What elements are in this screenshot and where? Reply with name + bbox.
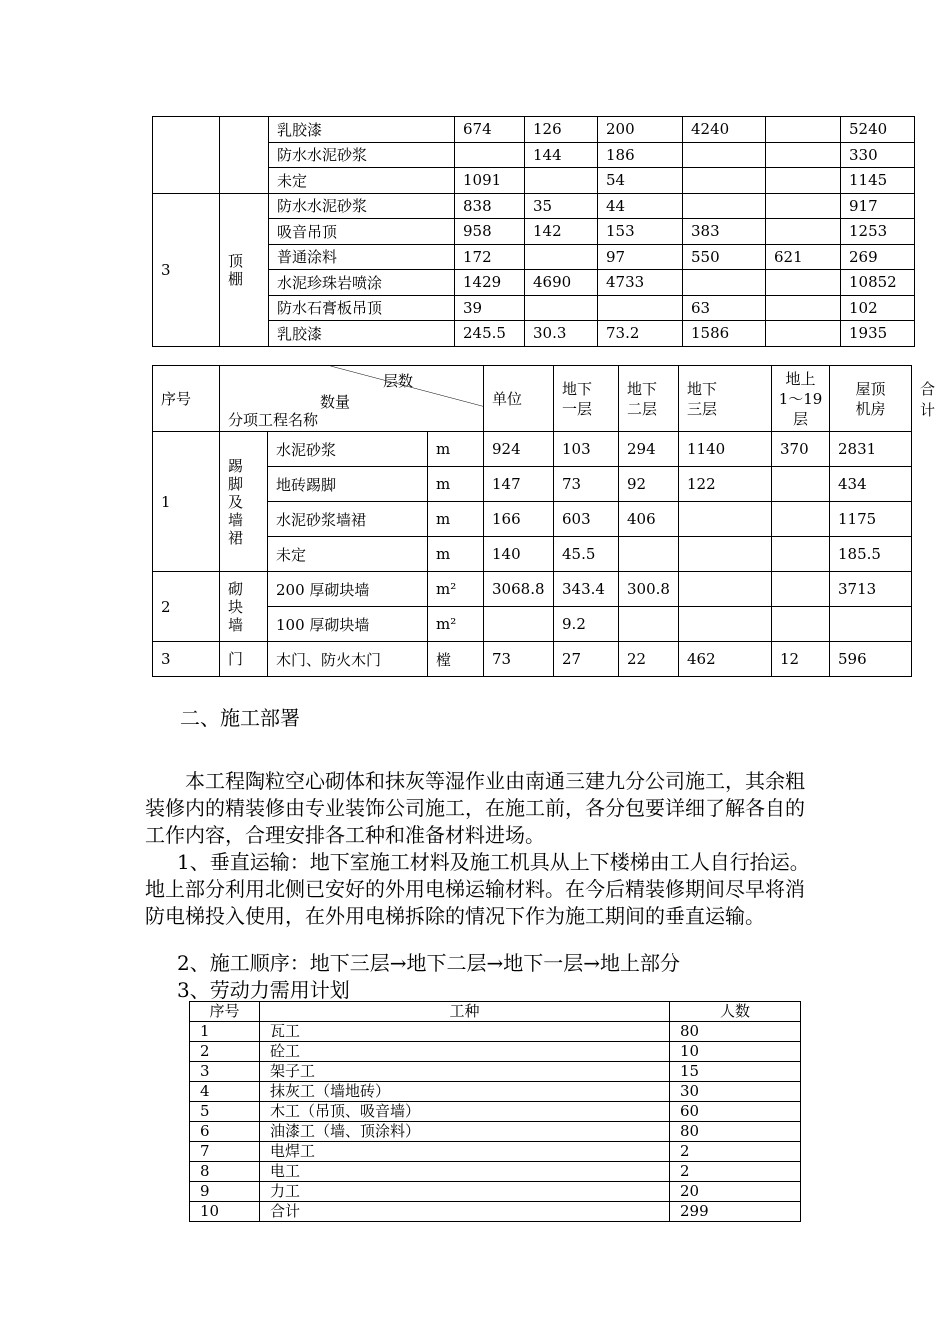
cell-v3: 4733	[598, 270, 683, 296]
cell-v1: 39	[455, 295, 525, 321]
cell-v1: 172	[455, 244, 525, 270]
labor-trade: 瓦工	[260, 1022, 670, 1042]
cell-total: 102	[841, 295, 915, 321]
cell-v3: 73.2	[598, 321, 683, 347]
cell-v4: 550	[683, 244, 766, 270]
cell-v1: 674	[455, 117, 525, 143]
cell-total: 434	[830, 467, 912, 502]
cell-v4: 4240	[683, 117, 766, 143]
cell-b2: 103	[554, 432, 619, 467]
cell-unit: m	[428, 467, 484, 502]
cell-v2	[525, 244, 598, 270]
cell-total: 3713	[830, 572, 912, 607]
labor-trade: 砼工	[260, 1042, 670, 1062]
cell-unit: m	[428, 537, 484, 572]
cell-b3: 294	[619, 432, 679, 467]
cell-name: 地砖踢脚	[268, 467, 428, 502]
cell-v5	[766, 270, 841, 296]
labor-plan-table	[189, 1001, 801, 1222]
cell-unit: m	[428, 502, 484, 537]
cell-v3: 186	[598, 142, 683, 168]
labor-count: 80	[670, 1122, 801, 1142]
labor-row	[190, 1202, 801, 1222]
labor-row	[190, 1062, 801, 1082]
cell-above: 122	[679, 467, 772, 502]
paragraph-vertical-transport: 1、垂直运输：地下室施工材料及施工机具从上下楼梯由工人自行抬运。地上部分利用北侧已安好的外用电梯运输材料。在今后精装修期间尽早将消防电梯投入使用，在外用电梯拆除的情况下作为施工期间的垂直运输。	[145, 850, 810, 928]
cell-v3: 54	[598, 168, 683, 194]
cell-roof	[772, 467, 830, 502]
cell-name: 木门、防火木门	[268, 642, 428, 677]
cell-v3	[598, 295, 683, 321]
cell-b2: 603	[554, 502, 619, 537]
labor-trade: 合计	[260, 1202, 670, 1222]
cell-v5	[766, 117, 841, 143]
labor-count: 20	[670, 1182, 801, 1202]
labor-no: 5	[190, 1102, 260, 1122]
cell-name: 乳胶漆	[269, 117, 455, 143]
paragraph-sequence: 2、施工顺序：地下三层→地下二层→地下一层→地上部分	[177, 951, 680, 975]
labor-trade: 架子工	[260, 1062, 670, 1082]
cell-above	[679, 572, 772, 607]
cell-v3: 153	[598, 219, 683, 245]
cell-name: 防水石膏板吊顶	[269, 295, 455, 321]
cell-name: 水泥珍珠岩喷涂	[269, 270, 455, 296]
cell-v1: 245.5	[455, 321, 525, 347]
finish-quantity-table-continued	[152, 116, 915, 347]
baseboard-wall-door-quantity-table	[152, 365, 936, 677]
labor-row	[190, 1102, 801, 1122]
labor-no: 4	[190, 1082, 260, 1102]
cell-v2: 144	[525, 142, 598, 168]
table-row	[153, 117, 915, 143]
cell-v4	[683, 168, 766, 194]
labor-header-count: 人数	[670, 1002, 801, 1022]
cell-v3: 44	[598, 193, 683, 219]
header-unit: 单位	[484, 366, 554, 432]
paragraph-labor-plan: 3、劳动力需用计划	[177, 978, 350, 1002]
cell-roof: 12	[772, 642, 830, 677]
cell-unit: m	[428, 432, 484, 467]
cell-roof	[772, 572, 830, 607]
labor-no: 6	[190, 1122, 260, 1142]
labor-no: 7	[190, 1142, 260, 1162]
labor-header-no: 序号	[190, 1002, 260, 1022]
cell-b2: 73	[554, 467, 619, 502]
cell-total: 1253	[841, 219, 915, 245]
cell-v2: 30.3	[525, 321, 598, 347]
cell-name: 防水水泥砂浆	[269, 142, 455, 168]
labor-trade: 木工（吊顶、吸音墙）	[260, 1102, 670, 1122]
cell-b3: 92	[619, 467, 679, 502]
cell-b3: 22	[619, 642, 679, 677]
labor-count: 15	[670, 1062, 801, 1082]
labor-header-trade: 工种	[260, 1002, 670, 1022]
cell-above: 462	[679, 642, 772, 677]
labor-trade: 电工	[260, 1162, 670, 1182]
cell-v4	[683, 193, 766, 219]
cell-v2: 4690	[525, 270, 598, 296]
cell-v2: 35	[525, 193, 598, 219]
cell-v2: 142	[525, 219, 598, 245]
cell-roof	[772, 537, 830, 572]
labor-row	[190, 1142, 801, 1162]
labor-row	[190, 1182, 801, 1202]
cell-name: 防水水泥砂浆	[269, 193, 455, 219]
table-row	[153, 193, 915, 219]
cell-b1: 3068.8	[484, 572, 554, 607]
header-roof: 屋顶 机房	[830, 366, 912, 432]
labor-trade: 油漆工（墙、顶涂料）	[260, 1122, 670, 1142]
cell-v4: 383	[683, 219, 766, 245]
cell-total: 596	[830, 642, 912, 677]
cell-name: 吸音吊顶	[269, 219, 455, 245]
cell-b3: 406	[619, 502, 679, 537]
cell-v3: 200	[598, 117, 683, 143]
cell-above	[679, 537, 772, 572]
cell-name: 普通涂料	[269, 244, 455, 270]
cell-v1: 838	[455, 193, 525, 219]
table-header-row: 序号 层数 数量 分项工程名称 单位 地下 一层 地下 二层 地下 三层 地上 1～19 层 屋顶 机房 合计	[153, 366, 912, 432]
header-floors-label: 层数	[383, 372, 414, 390]
cell-b3: 300.8	[619, 572, 679, 607]
cell-name: 水泥砂浆	[268, 432, 428, 467]
cell-v5	[766, 321, 841, 347]
labor-no: 3	[190, 1062, 260, 1082]
cell-roof	[772, 502, 830, 537]
header-b3: 地下 三层	[679, 366, 772, 432]
cell-total: 917	[841, 193, 915, 219]
cell-v5	[766, 219, 841, 245]
labor-row	[190, 1082, 801, 1102]
cell-name: 未定	[269, 168, 455, 194]
cell-b3	[619, 607, 679, 642]
cell-total	[830, 607, 912, 642]
cell-v2: 126	[525, 117, 598, 143]
labor-trade: 电焊工	[260, 1142, 670, 1162]
cell-v4	[683, 270, 766, 296]
cell-total: 2831	[830, 432, 912, 467]
cell-name: 乳胶漆	[269, 321, 455, 347]
labor-no: 10	[190, 1202, 260, 1222]
cell-total: 5240	[841, 117, 915, 143]
cell-name: 水泥砂浆墙裙	[268, 502, 428, 537]
labor-no: 9	[190, 1182, 260, 1202]
cell-total: 1935	[841, 321, 915, 347]
cell-b1: 73	[484, 642, 554, 677]
paragraph-intro: 本工程陶粒空心砌体和抹灰等湿作业由南通三建九分公司施工，其余粗装修内的精装修由专业装饰公司施工，在施工前，各分包要详细了解各自的工作内容，合理安排各工种和准备材料进场。	[145, 769, 805, 847]
row-category	[220, 117, 269, 194]
header-b1: 地下 一层	[554, 366, 619, 432]
labor-count: 30	[670, 1082, 801, 1102]
row-category: 踢 脚 及 墙 裙	[220, 432, 268, 572]
cell-roof: 370	[772, 432, 830, 467]
header-no: 序号	[153, 366, 220, 432]
cell-v4	[683, 142, 766, 168]
cell-v1	[455, 142, 525, 168]
row-no: 1	[153, 432, 220, 572]
cell-unit: m²	[428, 607, 484, 642]
row-category: 顶 棚	[220, 193, 269, 346]
cell-above	[679, 607, 772, 642]
labor-row	[190, 1022, 801, 1042]
cell-total: 185.5	[830, 537, 912, 572]
labor-count: 10	[670, 1042, 801, 1062]
labor-row	[190, 1122, 801, 1142]
cell-name: 未定	[268, 537, 428, 572]
cell-v4: 1586	[683, 321, 766, 347]
cell-v2	[525, 168, 598, 194]
section-heading: 二、施工部署	[180, 706, 300, 730]
header-above: 地上 1～19 层	[772, 366, 830, 432]
labor-count: 2	[670, 1142, 801, 1162]
cell-b1: 166	[484, 502, 554, 537]
labor-count: 299	[670, 1202, 801, 1222]
labor-header-row	[190, 1002, 801, 1022]
cell-name: 100 厚砌块墙	[268, 607, 428, 642]
cell-b1	[484, 607, 554, 642]
row-no: 3	[153, 642, 220, 677]
cell-v4: 63	[683, 295, 766, 321]
cell-v5: 621	[766, 244, 841, 270]
row-no: 3	[153, 193, 220, 346]
cell-b2: 9.2	[554, 607, 619, 642]
cell-unit: 樘	[428, 642, 484, 677]
cell-total: 269	[841, 244, 915, 270]
labor-row	[190, 1042, 801, 1062]
table-row	[153, 642, 912, 677]
cell-b1: 924	[484, 432, 554, 467]
cell-total: 330	[841, 142, 915, 168]
labor-count: 2	[670, 1162, 801, 1182]
cell-b2: 45.5	[554, 537, 619, 572]
cell-total: 1145	[841, 168, 915, 194]
labor-trade: 力工	[260, 1182, 670, 1202]
table-row	[153, 432, 912, 467]
header-item-name-label: 分项工程名称	[228, 411, 319, 429]
row-category: 砌 块 墙	[220, 572, 268, 642]
labor-count: 80	[670, 1022, 801, 1042]
labor-no: 8	[190, 1162, 260, 1182]
labor-count: 60	[670, 1102, 801, 1122]
cell-b1: 147	[484, 467, 554, 502]
table-row	[153, 572, 912, 607]
header-quantity-label: 数量	[320, 393, 351, 411]
cell-v2	[525, 295, 598, 321]
cell-v1: 1091	[455, 168, 525, 194]
cell-unit: m²	[428, 572, 484, 607]
cell-b3	[619, 537, 679, 572]
labor-no: 2	[190, 1042, 260, 1062]
labor-row	[190, 1162, 801, 1182]
row-no	[153, 117, 220, 194]
cell-v5	[766, 142, 841, 168]
cell-v1: 1429	[455, 270, 525, 296]
cell-v5	[766, 295, 841, 321]
cell-b2: 27	[554, 642, 619, 677]
cell-total: 1175	[830, 502, 912, 537]
cell-roof	[772, 607, 830, 642]
cell-above: 1140	[679, 432, 772, 467]
cell-b2: 343.4	[554, 572, 619, 607]
cell-v5	[766, 193, 841, 219]
diagonal-header-cell	[220, 366, 484, 432]
row-no: 2	[153, 572, 220, 642]
cell-total: 10852	[841, 270, 915, 296]
labor-trade: 抹灰工（墙地砖）	[260, 1082, 670, 1102]
cell-b1: 140	[484, 537, 554, 572]
cell-above	[679, 502, 772, 537]
cell-v5	[766, 168, 841, 194]
labor-no: 1	[190, 1022, 260, 1042]
row-category: 门	[220, 642, 268, 677]
cell-v1: 958	[455, 219, 525, 245]
cell-v3: 97	[598, 244, 683, 270]
cell-name: 200 厚砌块墙	[268, 572, 428, 607]
header-b2: 地下 二层	[619, 366, 679, 432]
